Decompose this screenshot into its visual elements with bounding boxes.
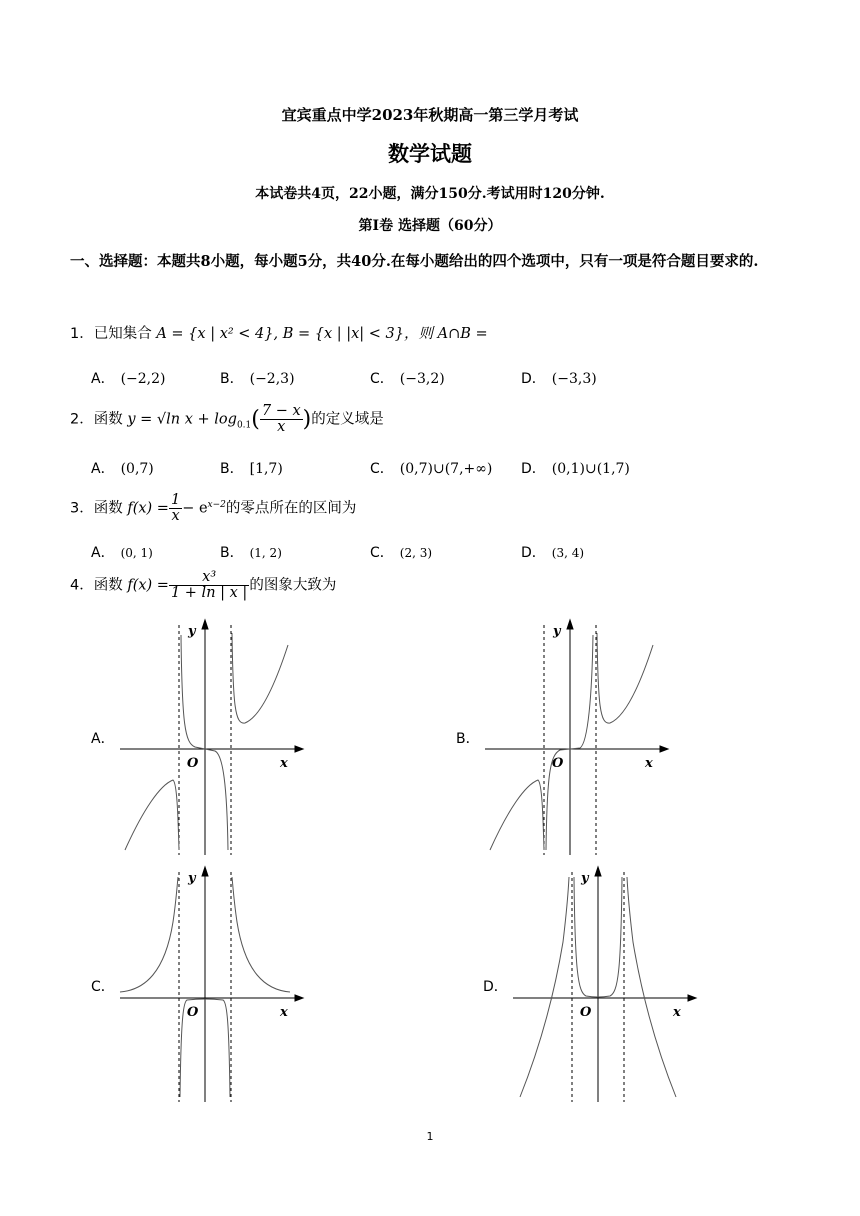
- question-prefix: 函数: [93, 577, 123, 594]
- origin-label: O: [187, 756, 199, 771]
- fraction: $\frac{\text{x³}}{1 + \ln | x |}$: [170, 569, 248, 602]
- fraction: $\frac{1}{x}$: [170, 492, 181, 525]
- graph-a[interactable]: [115, 615, 305, 860]
- question-suffix: 的图象大致为: [249, 577, 337, 594]
- option-d[interactable]: D． (−3,3): [521, 371, 597, 387]
- graph-option-c[interactable]: C．: [91, 979, 115, 995]
- question-3: 3．函数 f(x) = $\frac{1}{x}$ − $e^{x-2}$的零点所在的区间为: [70, 492, 357, 525]
- origin-label: O: [187, 1005, 199, 1020]
- fraction: $\frac{7 - x}{x}$: [261, 403, 301, 436]
- graph-b[interactable]: [480, 615, 670, 860]
- question-number: 2．: [70, 411, 94, 428]
- option-b[interactable]: B． (1, 2): [220, 545, 282, 561]
- x-axis-label: x: [645, 756, 653, 771]
- question-1: [70, 322, 488, 343]
- graph-option-b[interactable]: B．: [456, 731, 480, 747]
- x-axis-label: x: [673, 1005, 681, 1020]
- option-c[interactable]: C． (−3,2): [370, 371, 445, 387]
- option-b[interactable]: B． (−2,3): [220, 371, 295, 387]
- question-suffix: ，则 A∩B =: [404, 326, 488, 342]
- origin-label: O: [552, 756, 564, 771]
- option-a[interactable]: A． (−2,2): [91, 371, 166, 387]
- graph-d[interactable]: [508, 862, 698, 1107]
- option-b[interactable]: B． [1,7): [220, 461, 283, 477]
- section-instructions: 一、选择题：本题共8小题，每小题5分，共40分.在每小题给出的四个选项中，只有一项是符合题目要求的.: [70, 253, 759, 270]
- log-base: 0.1: [236, 420, 252, 431]
- question-2: 2．函数 y = √ln $x + \log_{0.1}$( $\frac{7 - x}{x}$ )的定义域是: [70, 403, 384, 436]
- question-number: 4．: [70, 577, 94, 594]
- option-c[interactable]: C． (2, 3): [370, 545, 433, 561]
- option-a[interactable]: A． (0,7): [91, 461, 154, 477]
- question-suffix: 的定义域是: [311, 411, 384, 428]
- question-math: y = √ln x + log: [127, 411, 237, 428]
- question-number: 3．: [70, 500, 94, 517]
- page-number: 1: [426, 1130, 434, 1143]
- question-prefix: 函数: [93, 500, 123, 517]
- subject-title: 数学试题: [388, 141, 472, 166]
- y-axis-label: y: [553, 624, 561, 639]
- x-axis-label: x: [280, 756, 288, 771]
- exam-info: 本试卷共4页，22小题，满分150分.考试用时120分钟.: [255, 186, 605, 202]
- question-4: [70, 570, 336, 601]
- question-prefix: 函数: [93, 411, 123, 428]
- graph-option-d[interactable]: D．: [483, 979, 508, 995]
- question-suffix: 的零点所在的区间为: [225, 500, 357, 517]
- y-axis-label: y: [188, 871, 196, 886]
- y-axis-label: y: [188, 624, 196, 639]
- option-c[interactable]: C． (0,7)∪(7,+∞): [370, 461, 493, 477]
- origin-label: O: [580, 1005, 592, 1020]
- question-math: f(x) =: [127, 500, 169, 517]
- y-axis-label: y: [581, 871, 589, 886]
- question-prefix: 已知集合: [93, 326, 152, 342]
- school-title: 宜宾重点中学2023年秋期高一第三学月考试: [281, 106, 579, 124]
- part-title: 第I卷 选择题（60分）: [358, 218, 502, 234]
- graph-c[interactable]: [115, 862, 305, 1107]
- option-a[interactable]: A． (0, 1): [91, 545, 153, 561]
- x-axis-label: x: [280, 1005, 288, 1020]
- question-math: A = {x | x² < 4}, B = {x | |x| < 3}: [156, 326, 405, 342]
- option-d[interactable]: D． (0,1)∪(1,7): [521, 461, 630, 477]
- question-math: f(x) =: [127, 577, 169, 594]
- option-d[interactable]: D． (3, 4): [521, 545, 585, 561]
- question-number: 1．: [70, 326, 94, 342]
- graph-option-a[interactable]: A．: [91, 731, 115, 747]
